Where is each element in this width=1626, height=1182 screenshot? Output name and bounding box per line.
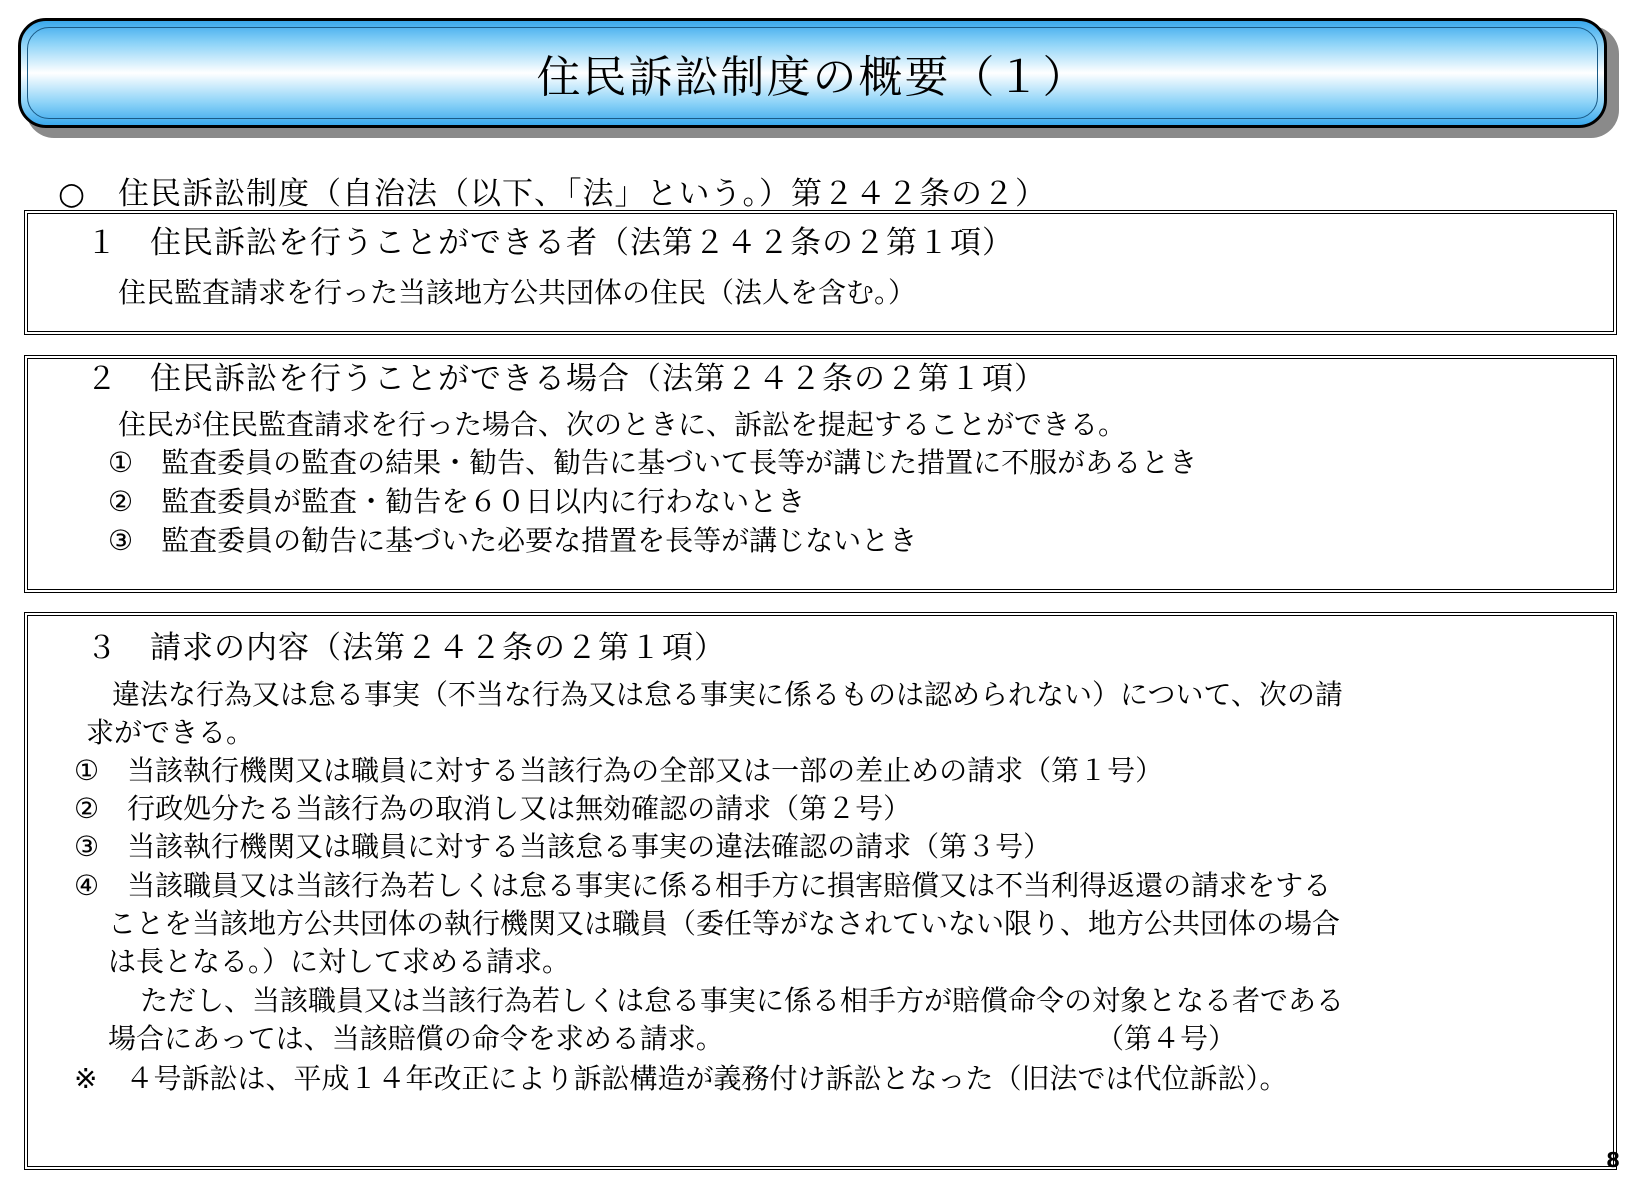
section-2-item-3: ③ 監査委員の勧告に基づいた必要な措置を長等が講じないとき: [108, 524, 918, 557]
section-3-item-4-line-5: 場合にあっては、当該賠償の命令を求める請求。: [108, 1022, 724, 1055]
section-2-item-2: ② 監査委員が監査・勧告を６０日以内に行わないとき: [108, 485, 806, 518]
section-3-intro-line-1: 違法な行為又は怠る事実（不当な行為又は怠る事実に係るものは認められない）について、次の請: [112, 678, 1343, 711]
section-3-item-4-line-3: は長となる。）に対して求める請求。: [108, 945, 571, 978]
section-3-item-4-reference: （第４号）: [1096, 1022, 1237, 1055]
section-1-title: １ 住民訴訟を行うことができる者（法第２４２条の２第１項）: [86, 225, 1014, 261]
section-1-body: 住民監査請求を行った当該地方公共団体の住民（法人を含む。）: [118, 276, 917, 309]
section-2-item-1: ① 監査委員の監査の結果・勧告、勧告に基づいて長等が講じた措置に不服があるとき: [108, 446, 1198, 479]
section-3-item-2: ② 行政処分たる当該行為の取消し又は無効確認の請求（第２号）: [74, 792, 912, 825]
section-3-item-4-line-4: ただし、当該職員又は当該行為若しくは怠る事実に係る相手方が賠償命令の対象となる者である: [140, 984, 1345, 1017]
section-3-item-4-line-1: ④ 当該職員又は当該行為若しくは怠る事実に係る相手方に損害賠償又は不当利得返還の請求をする: [74, 869, 1332, 902]
section-3-item-3: ③ 当該執行機関又は職員に対する当該怠る事実の違法確認の請求（第３号）: [74, 830, 1052, 863]
title-banner: [18, 18, 1607, 128]
section-3-item-1: ① 当該執行機関又は職員に対する当該行為の全部又は一部の差止めの請求（第１号）: [74, 754, 1164, 787]
section-3-intro-line-2: 求ができる。: [86, 716, 255, 749]
section-3-item-4-line-2: ことを当該地方公共団体の執行機関又は職員（委任等がなされていない限り、地方公共団体の場合: [108, 907, 1341, 940]
page-number: 8: [1606, 1148, 1620, 1172]
section-3-note: ※ ４号訴訟は、平成１４年改正により訴訟構造が義務付け訴訟となった（旧法では代位訴訟）。: [74, 1062, 1288, 1095]
page-title: 住民訴訟制度の概要（１）: [536, 52, 1089, 103]
section-3-title: ３ 請求の内容（法第２４２条の２第１項）: [86, 630, 726, 666]
main-heading: ○ 住民訴訟制度（自治法（以下、「法」という。）第２４２条の２）: [58, 176, 1048, 212]
section-2-title: ２ 住民訴訟を行うことができる場合（法第２４２条の２第１項）: [86, 361, 1046, 397]
section-2-intro: 住民が住民監査請求を行った場合、次のときに、訴訟を提起することができる。: [118, 408, 1127, 441]
